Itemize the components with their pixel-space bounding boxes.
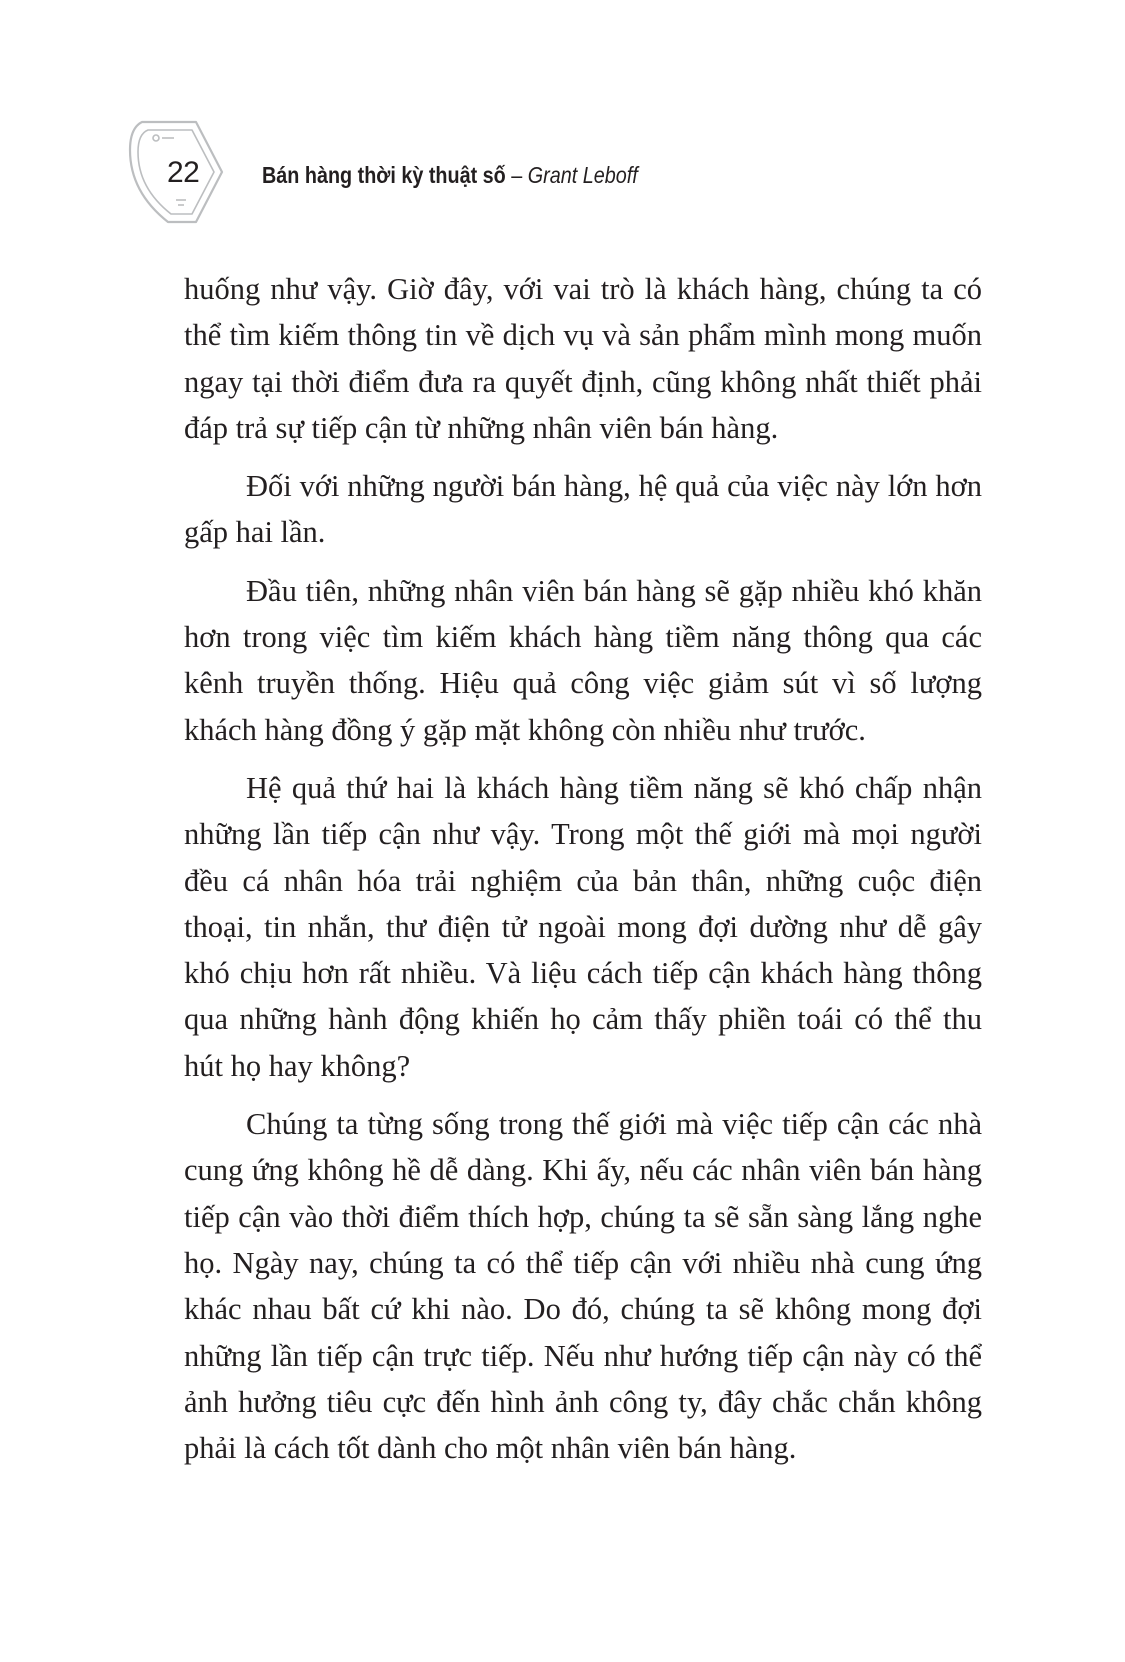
book-title: Bán hàng thời kỳ thuật số — [262, 162, 506, 188]
paragraph: Chúng ta từng sống trong thế giới mà việc tiếp cận các nhà cung ứng không hề dễ dàng. Khi ấy, nếu các nhân viên bán hàng tiếp cận vào thời điểm thích hợp, chúng ta sẽ sẵn sàng lắng nghe họ. Ngày nay, chúng ta có thể tiếp cận với nhiều nhà cung ứng khác nhau bất cứ khi nào. Do đó, chúng ta sẽ không mong đợi những lần tiếp cận trực tiếp. Nếu như hướng tiếp cận này có thể ảnh hưởng tiêu cực đến hình ảnh công ty, đây chắc chắn không phải là cách tốt dành cho một nhân viên bán hàng. — [184, 1107, 982, 1466]
paragraph: Đối với những người bán hàng, hệ quả của việc này lớn hơn gấp hai lần. — [184, 469, 982, 550]
body-text — [184, 266, 982, 1483]
page-number: 22 — [167, 156, 200, 189]
running-header — [128, 120, 928, 230]
paragraph: Hệ quả thứ hai là khách hàng tiềm năng sẽ khó chấp nhận những lần tiếp cận như vậy. Trong một thế giới mà mọi người đều cá nhân hóa trải nghiệm của bản thân, những cuộc điện thoại, tin nhắn, thư điện tử ngoài mong đợi dường như dễ gây khó chịu hơn rất nhiều. Và liệu cách tiếp cận khách hàng thông qua những hành động khiến họ cảm thấy phiền toái có thể thu hút họ hay không? — [184, 770, 982, 1083]
paragraph: Đầu tiên, những nhân viên bán hàng sẽ gặp nhiều khó khăn hơn trong việc tìm kiếm khách hàng tiềm năng thông qua các kênh truyền thống. Hiệu quả công việc giảm sút vì số lượng khách hàng đồng ý gặp mặt không còn nhiều như trước. — [184, 573, 982, 747]
paragraph-continued: huống như vậy. Giờ đây, với vai trò là khách hàng, chúng ta có thể tìm kiếm thông tin về dịch vụ và sản phẩm mình mong muốn ngay tại thời điểm đưa ra quyết định, cũng không nhất thiết phải đáp trả sự tiếp cận từ những nhân viên bán hàng. — [184, 272, 982, 445]
title-separator: – — [505, 162, 528, 188]
author-name: Grant Leboff — [527, 162, 638, 188]
running-head-title — [262, 162, 638, 189]
